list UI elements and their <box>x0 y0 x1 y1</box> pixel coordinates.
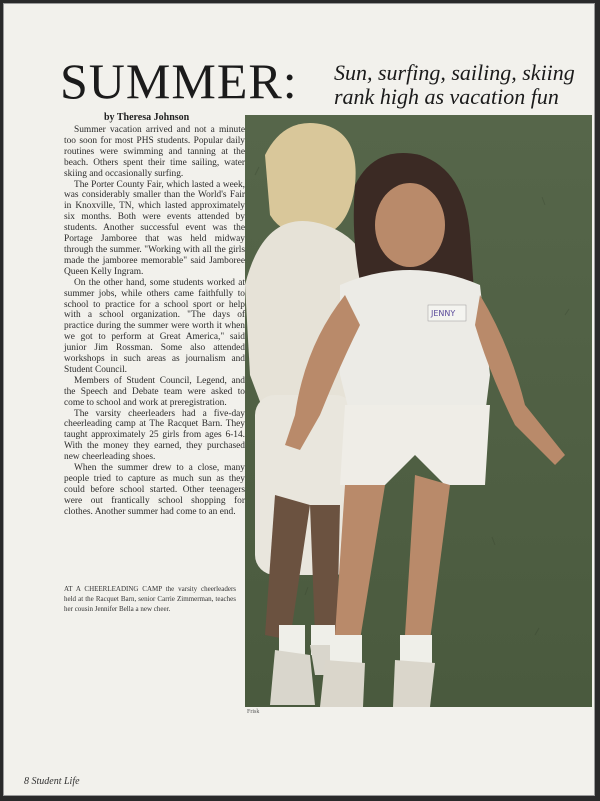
headline-subtitle <box>334 61 584 109</box>
article-body <box>64 125 245 518</box>
photo-illustration <box>245 115 592 707</box>
article-paragraph: The Porter County Fair, which lasted a week, was considerably smaller than the World's Fair in Knoxville, TN, which lasted approximately six months. Both were events attended by students. Another successful event was the Portage Jamboree that was held midway through the summer. "Working with all the girls made the jamboree memorable" said Jamboree Queen Kelly Ingram. <box>64 179 245 277</box>
yearbook-page <box>3 3 595 796</box>
caption-lead: AT A CHEERLEADING CAMP <box>64 585 162 593</box>
subtitle-line-1: Sun, surfing, sailing, skiing <box>334 60 575 85</box>
subtitle-line-2: rank high as vacation fun <box>334 84 559 109</box>
article-paragraph: Summer vacation arrived and not a minute too soon for most PHS students. Popular daily routines were swimming and tanning at the beach. Others spent their time sailing, water skiing and occasionally surfing. <box>64 125 245 179</box>
page-footer <box>24 776 80 787</box>
section-name: Student Life <box>31 776 80 787</box>
page-number: 8 <box>24 776 29 787</box>
photo-credit: Frisk <box>247 709 260 715</box>
article-paragraph: When the summer drew to a close, many people tried to capture as much sun as they could before school started. Other teenagers were out frantically school shopping for clothes. Another summer had come to an end. <box>64 463 245 517</box>
headline-main: SUMMER: <box>60 53 298 109</box>
cheerleading-photo <box>245 115 592 707</box>
byline: by Theresa Johnson <box>104 112 190 123</box>
name-tag-label: JENNY <box>431 309 456 318</box>
article-paragraph: The varsity cheerleaders had a five-day cheerleading camp at The Racquet Barn. They taught approximately 25 girls from ages 6-14. With the money they earned, they purchased new cheerleading shoes. <box>64 408 245 463</box>
article-paragraph: Members of Student Council, Legend, and the Speech and Debate team were asked to come to school and work at preregistration. <box>64 375 245 408</box>
caption-text: the varsity cheerleaders held at the Racquet Barn, senior Carrie Zimmerman, teaches her cousin Jennifer Bella a new cheer. <box>64 585 237 613</box>
article-paragraph: On the other hand, some students worked at summer jobs, while others came faithfully to school to practice for a school sport or help with a school organization. "The days of practice during the summer were worth it when we got to perform at Great America," said junior Jim Rossman. Some also attended workshops in such areas as journalism and Student Council. <box>64 277 245 375</box>
photo-caption <box>64 584 236 614</box>
